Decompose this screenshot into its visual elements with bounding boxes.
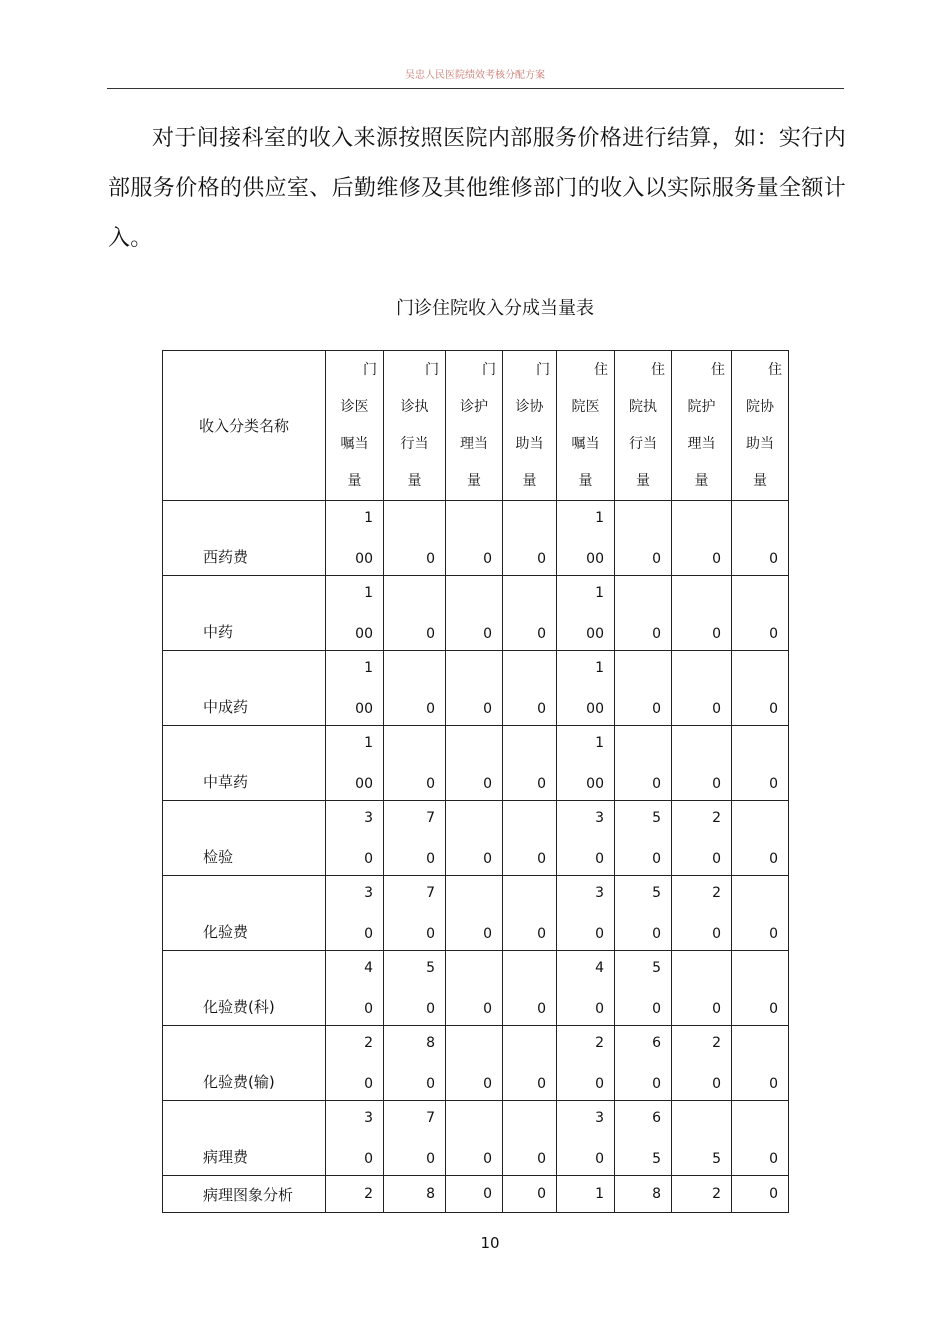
value-bottom: 0: [769, 1076, 778, 1092]
value-cell: [326, 876, 384, 951]
row-name-cell: [163, 951, 326, 1026]
column-header-line: 诊协: [515, 399, 544, 415]
value-bottom: 0: [426, 1076, 435, 1092]
value-top: 4: [364, 960, 373, 976]
value-cell: [672, 1101, 732, 1176]
value-cell: [503, 501, 557, 576]
header-rule: [107, 88, 844, 89]
value-cell: [615, 801, 672, 876]
value-cell: [615, 1026, 672, 1101]
column-header-3: [446, 351, 503, 501]
column-header-line: 助当: [515, 436, 544, 452]
page-number: 10: [480, 1234, 500, 1252]
value-bottom: 0: [364, 926, 373, 942]
column-header-top: 住: [594, 362, 608, 378]
value-cell: [503, 876, 557, 951]
value-cell: [503, 801, 557, 876]
value-cell: 0: [446, 1176, 503, 1213]
value-bottom: 0: [769, 926, 778, 942]
table-row: [163, 651, 789, 726]
value-bottom: 0: [483, 551, 492, 567]
value-top: 5: [652, 810, 661, 826]
value-cell: [672, 1026, 732, 1101]
value-top: 5: [426, 960, 435, 976]
value-cell: [615, 576, 672, 651]
value-bottom: 0: [537, 851, 546, 867]
value-bottom: 0: [426, 776, 435, 792]
column-header-line: 量: [407, 473, 422, 489]
table-row: [163, 801, 789, 876]
value-cell: [557, 726, 615, 801]
value-bottom: 0: [483, 776, 492, 792]
column-header-line: 嘱当: [571, 436, 600, 452]
value-bottom: 00: [355, 776, 373, 792]
value-cell: [326, 951, 384, 1026]
value-cell: [732, 801, 789, 876]
value-cell: [615, 501, 672, 576]
value-cell: [384, 1101, 446, 1176]
value-bottom: 0: [769, 551, 778, 567]
value-top: 6: [652, 1035, 661, 1051]
value-cell: [503, 951, 557, 1026]
value-bottom: 0: [483, 1151, 492, 1167]
table-row: [163, 1101, 789, 1176]
page-header: 吴忠人民医院绩效考核分配方案: [405, 70, 545, 81]
value-cell: [672, 876, 732, 951]
value-cell: [732, 1101, 789, 1176]
value-bottom: 0: [426, 551, 435, 567]
value-cell: [503, 576, 557, 651]
row-name-cell: [163, 876, 326, 951]
value-bottom: 0: [537, 1151, 546, 1167]
value-cell: [384, 576, 446, 651]
value-top: 7: [426, 885, 435, 901]
value-bottom: 0: [712, 851, 721, 867]
row-name-cell: [163, 651, 326, 726]
value-bottom: 0: [652, 626, 661, 642]
row-name: 化验费(科): [203, 998, 275, 1016]
value-cell: [446, 951, 503, 1026]
table-header-row: [163, 351, 789, 501]
column-header-line: 量: [347, 473, 362, 489]
value-bottom: 0: [426, 926, 435, 942]
value-cell: [672, 801, 732, 876]
value-bottom: 0: [769, 851, 778, 867]
table-row: [163, 576, 789, 651]
value-cell: [446, 501, 503, 576]
value-top: 1: [364, 735, 373, 751]
value-bottom: 0: [769, 776, 778, 792]
table-row: [163, 951, 789, 1026]
value-bottom: 0: [426, 626, 435, 642]
column-header-top: 门: [536, 362, 550, 378]
value-cell: [672, 726, 732, 801]
value-top: 4: [595, 960, 604, 976]
column-header-top: 门: [482, 362, 496, 378]
column-header-top: 住: [651, 362, 665, 378]
table-row: [163, 726, 789, 801]
value-bottom: 0: [483, 1076, 492, 1092]
value-bottom: 0: [652, 1001, 661, 1017]
value-cell: [326, 651, 384, 726]
value-bottom: 00: [586, 626, 604, 642]
value-bottom: 0: [483, 1001, 492, 1017]
column-header-line: 理当: [687, 436, 716, 452]
value-cell: [732, 576, 789, 651]
value-top: 3: [364, 885, 373, 901]
value-bottom: 0: [652, 551, 661, 567]
value-bottom: 0: [595, 926, 604, 942]
value-bottom: 0: [483, 626, 492, 642]
value-bottom: 0: [712, 1001, 721, 1017]
row-name-cell: [163, 576, 326, 651]
value-bottom: 0: [595, 1001, 604, 1017]
value-cell: [672, 501, 732, 576]
value-bottom: 0: [712, 701, 721, 717]
table-row: [163, 1176, 789, 1213]
value-bottom: 0: [652, 851, 661, 867]
value-cell: [384, 1026, 446, 1101]
value-cell: [672, 951, 732, 1026]
value-cell: [615, 651, 672, 726]
value-cell: [384, 801, 446, 876]
value-bottom: 0: [652, 1076, 661, 1092]
value-bottom: 0: [537, 926, 546, 942]
column-header-top: 住: [768, 362, 782, 378]
value-cell: [326, 576, 384, 651]
column-header-6: [615, 351, 672, 501]
value-bottom: 0: [483, 701, 492, 717]
row-name-cell: [163, 726, 326, 801]
value-cell: [503, 651, 557, 726]
value-cell: [384, 876, 446, 951]
value-cell: [557, 501, 615, 576]
value-bottom: 00: [586, 776, 604, 792]
value-bottom: 0: [537, 551, 546, 567]
value-top: 1: [364, 510, 373, 526]
value-cell: [557, 951, 615, 1026]
value-cell: [557, 1026, 615, 1101]
value-top: 6: [652, 1110, 661, 1126]
value-top: 8: [426, 1035, 435, 1051]
value-cell: [557, 876, 615, 951]
value-top: 2: [712, 885, 721, 901]
row-name: 病理图象分析: [163, 1176, 326, 1213]
value-cell: [384, 651, 446, 726]
value-cell: [732, 876, 789, 951]
value-bottom: 00: [355, 626, 373, 642]
column-header-2: [384, 351, 446, 501]
column-header-5: [557, 351, 615, 501]
value-bottom: 0: [426, 701, 435, 717]
column-header-top: 住: [711, 362, 725, 378]
row-name-cell: [163, 801, 326, 876]
column-header-8: [732, 351, 789, 501]
value-top: 3: [595, 810, 604, 826]
column-header-line: 量: [467, 473, 481, 489]
value-top: 5: [652, 960, 661, 976]
value-cell: [732, 726, 789, 801]
value-bottom: 0: [483, 926, 492, 942]
column-header-line: 诊护: [460, 399, 488, 415]
row-name: 病理费: [203, 1148, 249, 1166]
value-top: 2: [712, 1035, 721, 1051]
value-bottom: 0: [364, 1151, 373, 1167]
value-bottom: 00: [586, 701, 604, 717]
value-cell: [615, 726, 672, 801]
table-row: [163, 501, 789, 576]
column-header-line: 量: [578, 473, 593, 489]
value-top: 1: [595, 735, 604, 751]
value-bottom: 00: [355, 551, 373, 567]
value-cell: [446, 876, 503, 951]
value-cell: [326, 726, 384, 801]
value-cell: [732, 651, 789, 726]
row-name: 检验: [203, 848, 234, 866]
value-top: 2: [712, 810, 721, 826]
row-name: 西药费: [203, 548, 249, 566]
column-header-line: 理当: [460, 436, 488, 452]
value-cell: [732, 1026, 789, 1101]
value-bottom: 0: [537, 1076, 546, 1092]
name-column-header: 收入分类名称: [163, 351, 326, 501]
value-bottom: 0: [537, 626, 546, 642]
value-top: 2: [364, 1035, 373, 1051]
column-header-line: 助当: [746, 436, 774, 452]
column-header-line: 量: [694, 473, 709, 489]
value-bottom: 0: [364, 1001, 373, 1017]
value-cell: [557, 1101, 615, 1176]
value-bottom: 5: [652, 1151, 661, 1167]
value-bottom: 0: [769, 1001, 778, 1017]
column-header-line: 量: [636, 473, 650, 489]
value-bottom: 0: [595, 1151, 604, 1167]
column-header-line: 院医: [571, 399, 600, 415]
value-bottom: 0: [426, 851, 435, 867]
value-cell: 8: [615, 1176, 672, 1213]
column-header-top: 门: [363, 362, 377, 378]
value-cell: [557, 651, 615, 726]
value-bottom: 0: [364, 1076, 373, 1092]
column-header-line: 量: [522, 473, 537, 489]
column-header-line: 院协: [746, 399, 774, 415]
value-cell: [615, 951, 672, 1026]
value-cell: [557, 801, 615, 876]
value-bottom: 0: [595, 851, 604, 867]
value-cell: 8: [384, 1176, 446, 1213]
value-cell: [503, 726, 557, 801]
row-name-cell: [163, 1026, 326, 1101]
row-name: 化验费: [203, 923, 249, 941]
row-name-cell: [163, 1101, 326, 1176]
value-cell: [326, 801, 384, 876]
value-top: 2: [595, 1035, 604, 1051]
column-header-top: 门: [425, 362, 439, 378]
value-top: 3: [595, 885, 604, 901]
value-cell: [326, 1101, 384, 1176]
value-bottom: 0: [483, 851, 492, 867]
column-header-line: 院护: [687, 399, 716, 415]
value-bottom: 0: [769, 1151, 778, 1167]
column-header-line: 量: [753, 473, 767, 489]
value-cell: 2: [326, 1176, 384, 1213]
row-name: 中药: [203, 623, 234, 641]
value-cell: [446, 1026, 503, 1101]
column-header-4: [503, 351, 557, 501]
column-header-line: 诊医: [340, 399, 369, 415]
value-bottom: 0: [652, 926, 661, 942]
row-name: 化验费(输): [203, 1073, 275, 1091]
value-cell: [326, 1026, 384, 1101]
row-name-cell: [163, 501, 326, 576]
column-header-line: 嘱当: [340, 436, 369, 452]
value-cell: 1: [557, 1176, 615, 1213]
value-cell: [384, 951, 446, 1026]
column-header-line: 诊执: [400, 399, 429, 415]
value-bottom: 0: [595, 1076, 604, 1092]
value-bottom: 0: [364, 851, 373, 867]
column-header-line: 行当: [400, 436, 429, 452]
value-bottom: 0: [769, 701, 778, 717]
column-header-7: [672, 351, 732, 501]
value-cell: [615, 1101, 672, 1176]
value-bottom: 00: [586, 551, 604, 567]
value-top: 1: [595, 510, 604, 526]
value-cell: [615, 876, 672, 951]
value-cell: 2: [672, 1176, 732, 1213]
value-bottom: 0: [537, 776, 546, 792]
value-cell: [384, 726, 446, 801]
value-cell: 0: [732, 1176, 789, 1213]
table-title: 门诊住院收入分成当量表: [396, 298, 594, 319]
value-cell: [732, 951, 789, 1026]
value-bottom: 0: [712, 626, 721, 642]
table-row: [163, 1026, 789, 1101]
value-bottom: 0: [537, 1001, 546, 1017]
value-bottom: 0: [426, 1001, 435, 1017]
value-cell: [503, 1026, 557, 1101]
value-cell: [672, 576, 732, 651]
value-top: 1: [595, 660, 604, 676]
value-bottom: 5: [712, 1151, 721, 1167]
body-paragraph: 对于间接科室的收入来源按照医院内部服务价格进行结算，如：实行内部服务价格的供应室、后勤维修及其他维修部门的收入以实际服务量全额计入。: [108, 126, 846, 251]
column-header-line: 院执: [629, 399, 657, 415]
value-bottom: 0: [712, 776, 721, 792]
value-cell: [446, 801, 503, 876]
value-top: 7: [426, 810, 435, 826]
value-top: 5: [652, 885, 661, 901]
column-header-1: [326, 351, 384, 501]
row-name: 中草药: [203, 773, 249, 791]
value-top: 3: [364, 810, 373, 826]
value-bottom: 0: [652, 701, 661, 717]
value-top: 3: [364, 1110, 373, 1126]
value-bottom: 0: [652, 776, 661, 792]
value-cell: [503, 1101, 557, 1176]
value-top: 1: [595, 585, 604, 601]
value-top: 7: [426, 1110, 435, 1126]
value-cell: [446, 576, 503, 651]
value-bottom: 0: [712, 1076, 721, 1092]
value-bottom: 0: [712, 551, 721, 567]
value-top: 1: [364, 585, 373, 601]
value-cell: [446, 1101, 503, 1176]
table-row: [163, 876, 789, 951]
value-cell: [732, 501, 789, 576]
value-cell: 0: [503, 1176, 557, 1213]
value-top: 3: [595, 1110, 604, 1126]
value-bottom: 0: [426, 1151, 435, 1167]
value-bottom: 0: [712, 926, 721, 942]
value-bottom: 00: [355, 701, 373, 717]
value-top: 1: [364, 660, 373, 676]
value-cell: [326, 501, 384, 576]
value-bottom: 0: [769, 626, 778, 642]
revenue-share-table: [162, 350, 789, 1213]
value-cell: [672, 651, 732, 726]
value-cell: [384, 501, 446, 576]
row-name: 中成药: [203, 698, 249, 716]
value-cell: [557, 576, 615, 651]
value-bottom: 0: [537, 701, 546, 717]
column-header-line: 行当: [629, 436, 657, 452]
value-cell: [446, 726, 503, 801]
value-cell: [446, 651, 503, 726]
